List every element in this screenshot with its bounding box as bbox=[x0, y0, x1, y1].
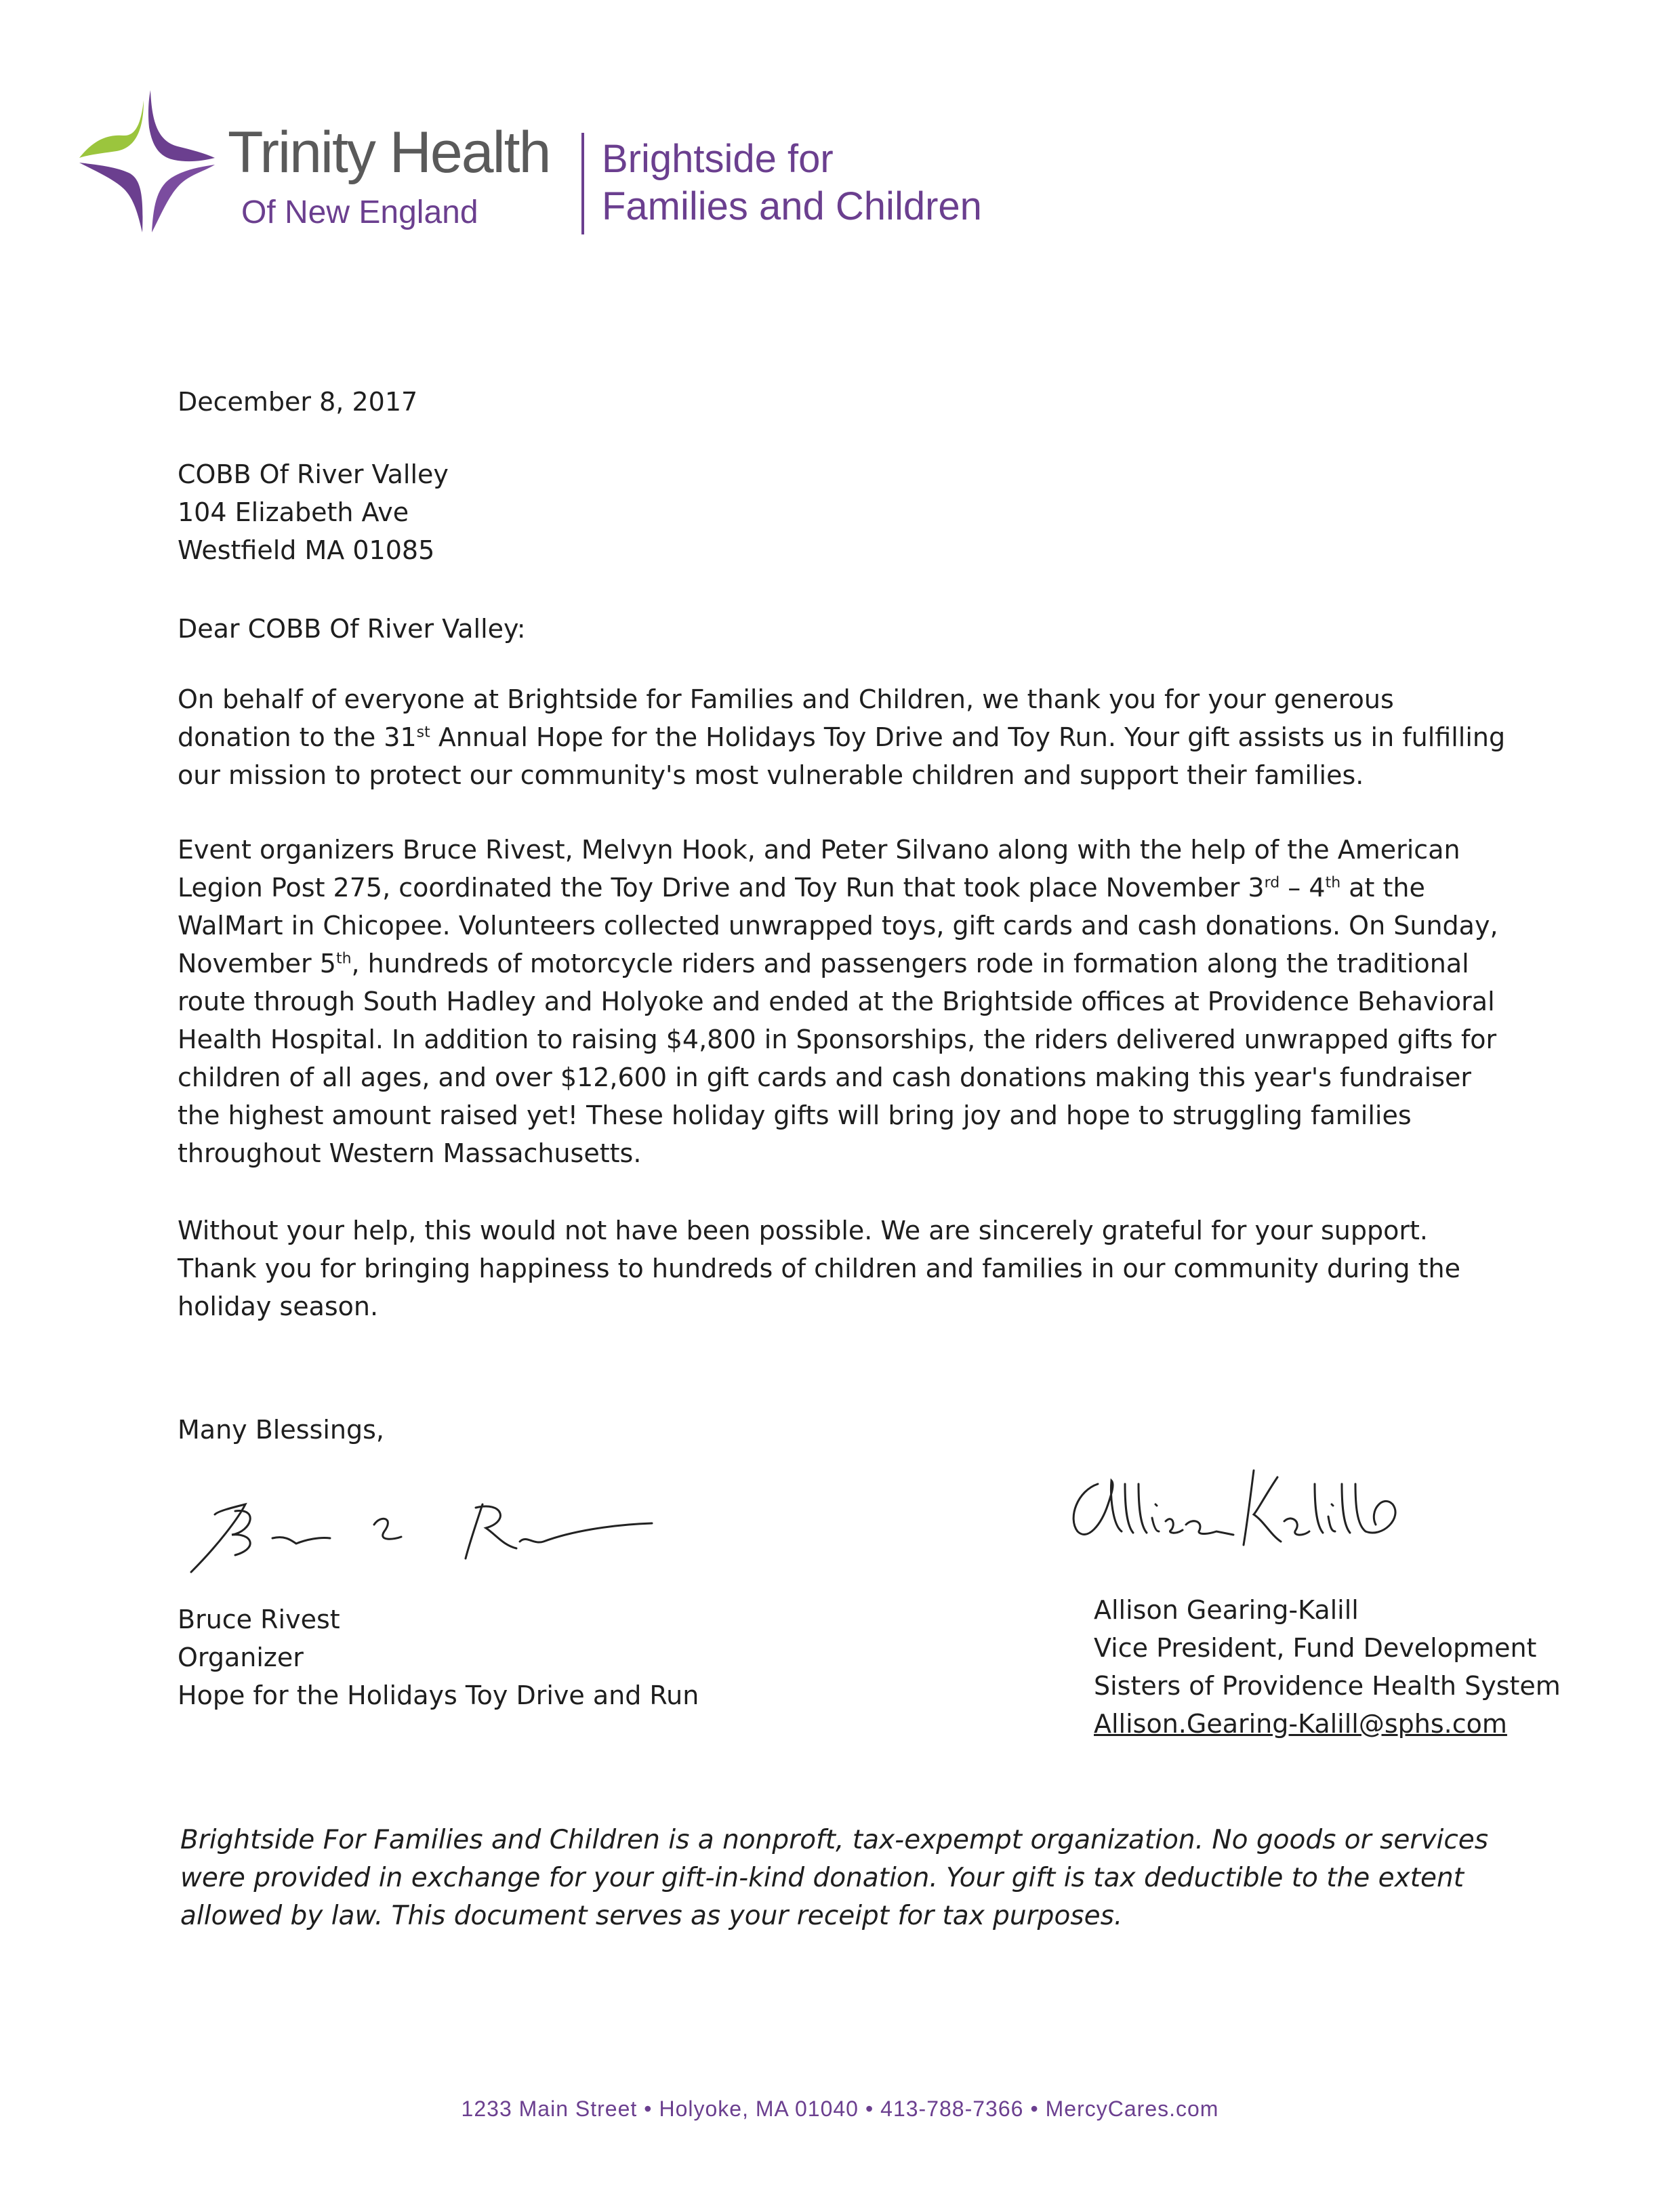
footer-separator: • bbox=[644, 2097, 653, 2121]
ordinal-suffix: st bbox=[416, 724, 430, 741]
signer-left-title: Organizer bbox=[178, 1643, 304, 1672]
ordinal-suffix: rd bbox=[1264, 874, 1280, 892]
division-name-line2: Families and Children bbox=[602, 184, 982, 228]
paragraph-1-text-a: On behalf of everyone at Brightside for Families and Children, we thank you for your generous donation to the 31 bbox=[178, 684, 1394, 752]
signer-right-block bbox=[1094, 1591, 1561, 1743]
closing: Many Blessings, bbox=[178, 1415, 384, 1445]
signer-right-email-link[interactable]: Allison.Gearing-Kalill@sphs.com bbox=[1094, 1709, 1507, 1739]
footer-city: Holyoke, MA 01040 bbox=[659, 2097, 859, 2121]
paragraph-3: Without your help, this would not have been possible. We are sincerely grateful for your support. Thank you for bringing happiness to hundreds of children and families in our community during the holiday season. bbox=[178, 1216, 1460, 1321]
signer-left-name: Bruce Rivest bbox=[178, 1605, 340, 1634]
signer-right-name: Allison Gearing-Kalill bbox=[1094, 1595, 1359, 1625]
recipient-street: 104 Elizabeth Ave bbox=[178, 497, 409, 527]
paragraph-2 bbox=[178, 831, 1506, 1172]
salutation: Dear COBB Of River Valley: bbox=[178, 614, 526, 644]
letterhead-divider bbox=[581, 133, 584, 234]
footer-separator: • bbox=[865, 2097, 874, 2121]
paragraph-2-text-c: at the WalMart in Chicopee. Volunteers collected unwrapped toys, gift cards and cash donations. On Sunday, November 5 bbox=[178, 873, 1498, 978]
paragraph-2-text-d: , hundreds of motorcycle riders and passengers rode in formation along the traditional route through South Hadley and Holyoke and ended at the Brightside offices at Providence Behavioral Health Hospital. In addition to raising $4,800 in Sponsorships, the riders delivered unwrapped gifts for children of all ages, and over $12,600 in gift cards and cash donations making this year's fundraiser the highest amount raised yet! These holiday gifts will bring joy and hope to struggling families throughout Western Massachusetts. bbox=[178, 949, 1497, 1168]
paragraph-1-text-b: Annual Hope for the Holidays Toy Drive and Toy Run. Your gift assists us in fulfilling our mission to protect our community's most vulnerable children and support their families. bbox=[178, 722, 1506, 790]
paragraph-2-text-a: Event organizers Bruce Rivest, Melvyn Hook, and Peter Silvano along with the help of the American Legion Post 275, coordinated the Toy Drive and Toy Run that took place November 3 bbox=[178, 835, 1460, 903]
ordinal-suffix: th bbox=[335, 950, 352, 968]
tax-disclaimer: Brightside For Families and Children is a nonproft, tax-expempt organization. No goods or services were provided in exchange for your gift-in-kind donation. Your gift is tax deductible to the extent allowed by law. This document serves as your receipt for tax purposes. bbox=[180, 1825, 1489, 1931]
paragraph-1 bbox=[178, 680, 1506, 794]
four-petal-cross-icon bbox=[76, 87, 218, 236]
org-subtitle: Of New England bbox=[241, 194, 478, 230]
paragraph-2-text-b: – 4 bbox=[1279, 873, 1326, 903]
recipient-address bbox=[178, 455, 449, 569]
ordinal-suffix: th bbox=[1325, 874, 1341, 892]
footer-phone: 413-788-7366 bbox=[880, 2097, 1024, 2121]
signature-allison-gearing-kalill bbox=[1057, 1457, 1423, 1559]
recipient-city: Westfield MA 01085 bbox=[178, 535, 435, 565]
signer-left-block bbox=[178, 1601, 699, 1714]
footer-separator: • bbox=[1030, 2097, 1039, 2121]
signer-right-org: Sisters of Providence Health System bbox=[1094, 1671, 1561, 1701]
org-name: Trinity Health bbox=[228, 120, 550, 185]
division-name-line1: Brightside for bbox=[602, 137, 834, 181]
letter-date: December 8, 2017 bbox=[178, 387, 418, 417]
signer-right-title: Vice President, Fund Development bbox=[1094, 1633, 1537, 1663]
signer-left-org: Hope for the Holidays Toy Drive and Run bbox=[178, 1680, 699, 1710]
recipient-name: COBB Of River Valley bbox=[178, 459, 449, 489]
footer-contact bbox=[0, 2097, 1680, 2122]
signature-bruce-rivest bbox=[178, 1484, 665, 1579]
footer-address: 1233 Main Street bbox=[461, 2097, 638, 2121]
footer-website: MercyCares.com bbox=[1045, 2097, 1219, 2121]
